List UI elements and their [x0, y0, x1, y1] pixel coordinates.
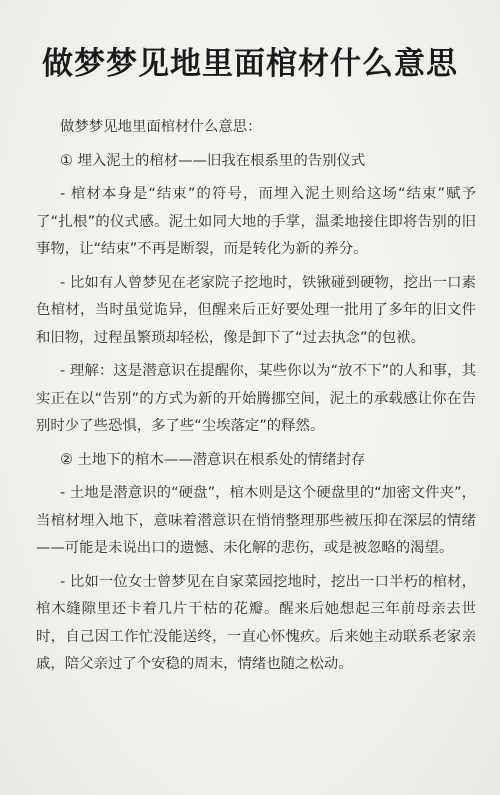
intro-line: 做梦梦见地里面棺材什么意思：	[60, 119, 262, 135]
section-heading-2: ② 土地下的棺木——潜意识在根系处的情绪封存	[60, 451, 366, 468]
paragraph-symbol: - 棺材本身是“结束”的符号，而埋入泥土则给这场“结束”赋予了“扎根”的仪式感。泥土如同大地的手掌，温柔地接住即将告别的旧事物，让“结束”不再是断裂，而是转化为新的养分。	[36, 186, 476, 257]
page-title: 做梦梦见地里面棺材什么意思	[42, 46, 458, 82]
paragraph-subconscious: - 土地是潜意识的“硬盘”，棺木则是这个硬盘里的“加密文件夹”，当棺材埋入地下，意味着潜意识在悄悄整理那些被压抑在深层的情绪——可能是未说出口的遗憾、未化解的悲伤，或是被忽略的渴望。	[36, 485, 476, 556]
paragraph-understanding: - 理解：这是潜意识在提醒你，某些你以为“放不下”的人和事，其实正在以“告别”的方式为新的开始腾挪空间，泥土的承载感让你在告别时少了些恐惧，多了些“尘埃落定”的释然。	[36, 363, 476, 434]
paragraph-example-2: - 比如一位女士曾梦见在自家菜园挖地时，挖出一口半朽的棺材，棺木缝隙里还卡着几片干枯的花瓣。醒来后她想起三年前母亲去世时，自己因工作忙没能送终，一直心怀愧疚。后来她主动联系老家亲戚，陪父亲过了个安稳的周末，情绪也随之松动。	[36, 573, 476, 672]
article-body	[36, 114, 476, 679]
paragraph-example-1: - 比如有人曾梦见在老家院子挖地时，铁锹碰到硬物，挖出一口素色棺材，当时虽觉诡异，但醒来后正好要处理一批用了多年的旧文件和旧物，过程虽繁琐却轻松，像是卸下了“过去执念”的包袱。	[36, 274, 476, 346]
section-heading-1: ① 埋入泥土的棺材——旧我在根系里的告别仪式	[60, 152, 366, 169]
